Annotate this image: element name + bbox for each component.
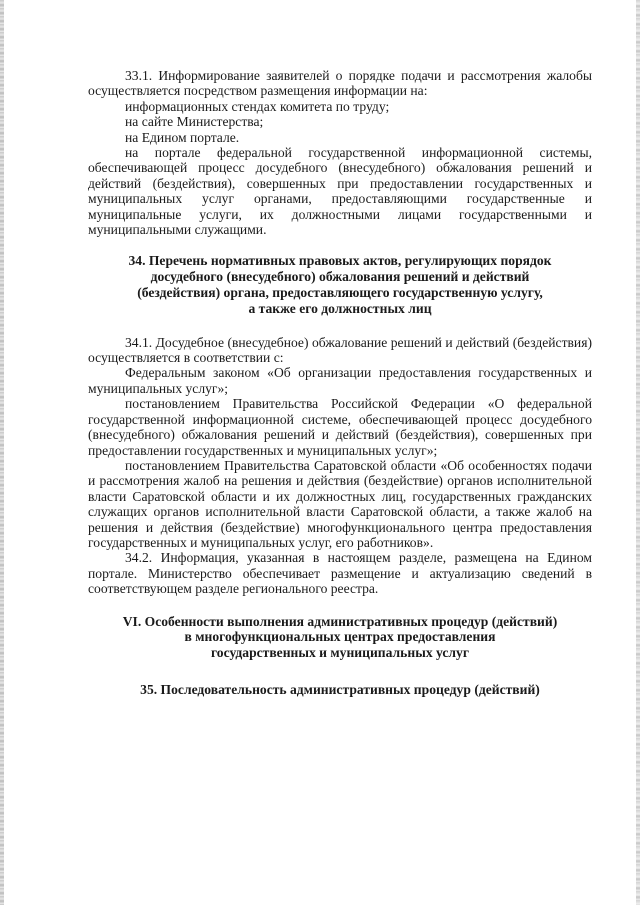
list-item-ministry-site: на сайте Министерства; [125,114,264,130]
heading-line: VI. Особенности выполнения административных процедур (действий) [122,613,558,629]
scan-edge-left [0,0,4,905]
paragraph-34-1: 34.1. Досудебное (внесудебное) обжалование решений и действий (бездействия) осуществляется в соответствии с: [88,334,592,366]
section-34-heading [88,253,592,316]
heading-line: в многофункциональных центрах предоставления [184,629,496,645]
list-item-unified-portal: на Едином портале. [125,129,240,145]
spacer [88,317,592,335]
paragraph-34-2: 34.2. Информация, указанная в настоящем разделе, размещена на Едином портале. Министерство обеспечивает размещение и актуализацию сведений в соответствующем разделе регионального реестра. [88,550,592,597]
spacer [88,237,592,253]
list-item-federal-portal: на портале федеральной государственной информационной системы, обеспечивающей процесс досудебного (внесудебного) обжалования решений и действий (бездействия), совершенных при предоставлении государственных и муниципальных услуг органами, предоставляющими государственные и муниципальные услуги, их должностными лицами государственными и муниципальными служащими. [88,145,592,238]
spacer [88,597,592,614]
spacer [88,661,592,682]
list-item-stands: информационных стендах комитета по труду; [125,98,390,114]
heading-line: а также его должностных лиц [248,300,432,316]
paragraph-government-resolution: постановлением Правительства Российской Федерации «О федеральной государственной информационной системе, обеспечивающей процесс досудебного (внесудебного) обжалования решений и действий (бездействия), совершенных при предоставлении государственных и муниципальных услуг»; [88,396,592,458]
paragraph-33-1: 33.1. Информирование заявителей о порядке подачи и рассмотрения жалобы осуществляется посредством размещения информации на: [88,68,592,99]
section-35-heading: 35. Последовательность административных процедур (действий) [140,681,540,697]
scan-edge-right [636,0,640,905]
document-page [88,68,592,698]
heading-line: 34. Перечень нормативных правовых актов, регулирующих порядок [128,253,552,269]
paragraph-saratov-resolution: постановлением Правительства Саратовской области «Об особенностях подачи и рассмотрения жалоб на решения и действия (бездействие) органов исполнительной власти Саратовской области и их должностных лиц, государственных гражданских служащих органов исполнительной власти Саратовской области, а также жалоб на решения и действия (бездействие) многофункционального центра предоставления государственных и муниципальных услуг, его работников». [88,457,592,550]
section-vi-heading [88,614,592,661]
heading-line: государственных и муниципальных услуг [210,645,470,661]
paragraph-federal-law: Федеральным законом «Об организации предоставления государственных и муниципальных услуг»; [88,365,592,396]
heading-line: (бездействия) органа, предоставляющего государственную услугу, [137,285,543,301]
heading-line: досудебного (внесудебного) обжалования решений и действий [150,269,530,285]
